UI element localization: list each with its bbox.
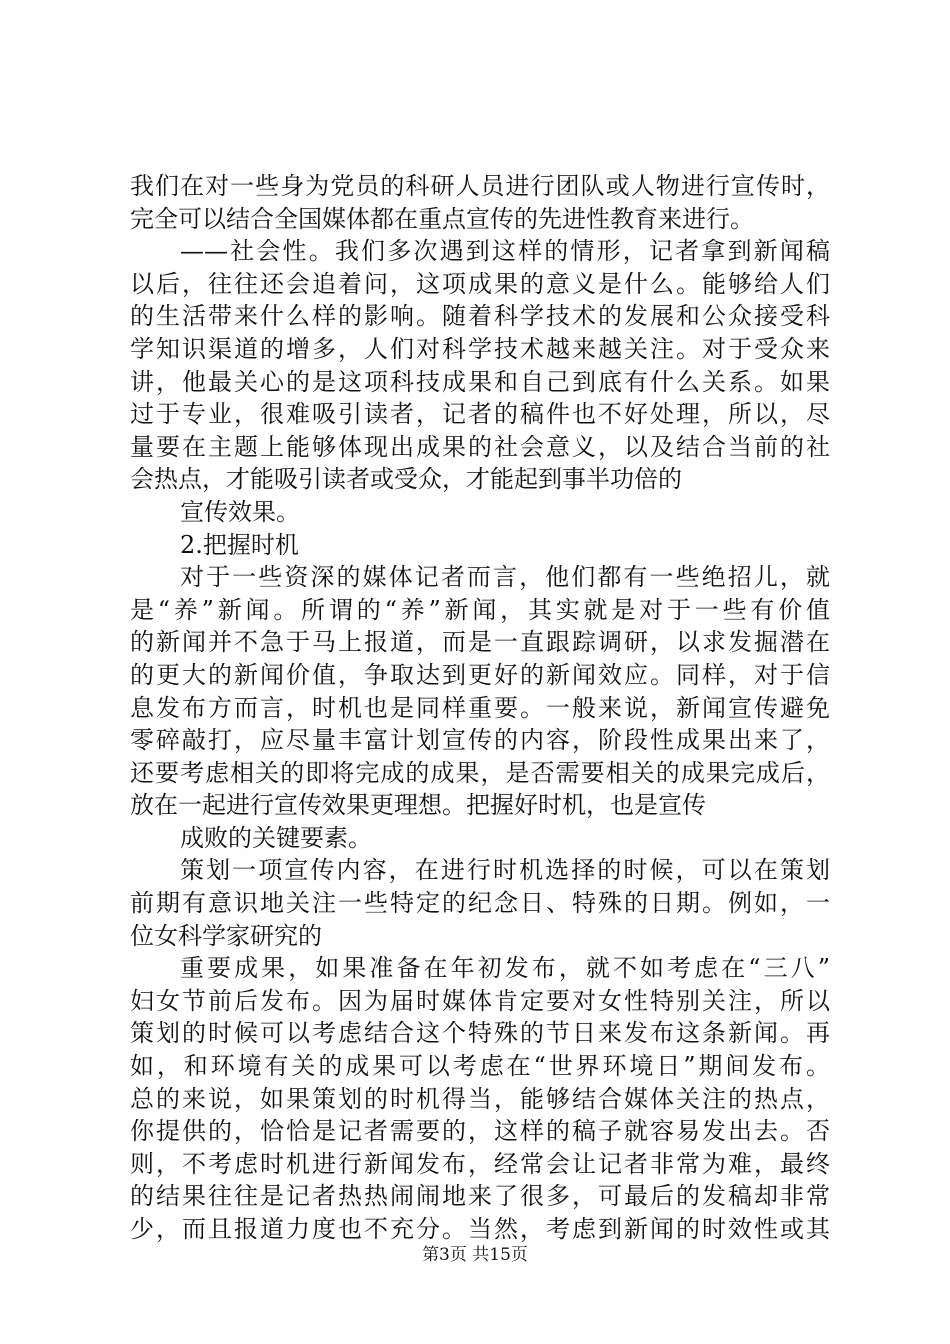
text-line: 少，而且报道力度也不充分。当然，考虑到新闻的时效性或其 [130,1215,830,1243]
text-line: 还要考虑相关的即将完成的成果，是否需要相关的成果完成后， [130,758,830,787]
text-line: 对于一些资深的媒体记者而言，他们都有一些绝招儿，就 [180,563,830,592]
text-line: 的生活带来什么样的影响。随着科学技术的发展和公众接受科 [130,302,830,331]
page-footer: 第3页 共15页 [422,1245,528,1265]
text-line: ——社会性。我们多次遇到这样的情形，记者拿到新闻稿 [180,237,830,266]
text-line: 你提供的，恰恰是记者需要的，这样的稿子就容易发出去。否 [130,1117,830,1146]
text-line: 放在一起进行宣传效果更理想。把握好时机，也是宣传 [130,791,706,820]
text-line: 位女科学家研究的 [130,921,322,950]
text-line: 总的来说，如果策划的时机得当，能够结合媒体关注的热点， [130,1084,830,1113]
text-line: 重要成果，如果准备在年初发布，就不如考虑在“三八” [180,954,830,983]
text-line: 息发布方而言，时机也是同样重要。一般来说，新闻宣传避免 [130,693,830,722]
text-line: 2.把握时机 [180,530,299,559]
text-line: 学知识渠道的增多，人们对科学技术越来越关注。对于受众来 [130,334,830,363]
text-line: 零碎敲打，应尽量丰富计划宣传的内容，阶段性成果出来了， [130,726,830,755]
text-line: 会热点，才能吸引读者或受众，才能起到事半功倍的 [130,465,682,494]
text-line: 的更大的新闻价值，争取达到更好的新闻效应。同样，对于信 [130,660,830,689]
text-line: 前期有意识地关注一些特定的纪念日、特殊的日期。例如，一 [130,889,830,918]
text-line: 量要在主题上能够体现出成果的社会意义，以及结合当前的社 [130,432,830,461]
text-line: 则，不考虑时机进行新闻发布，经常会让记者非常为难，最终 [130,1149,830,1178]
text-line: 的新闻并不急于马上报道，而是一直跟踪调研，以求发掘潜在 [130,628,830,657]
text-line: 完全可以结合全国媒体都在重点宣传的先进性教育来进行。 [130,204,754,233]
text-line: 如，和环境有关的成果可以考虑在“世界环境日”期间发布。 [130,1052,830,1081]
text-line: 的结果往往是记者热热闹闹地来了很多，可最后的发稿却非常 [130,1182,830,1211]
text-line: 成败的关键要素。 [180,823,372,852]
text-line: 是“养”新闻。所谓的“养”新闻，其实就是对于一些有价值 [130,595,830,624]
text-line: 策划的时候可以考虑结合这个特殊的节日来发布这条新闻。再 [130,1019,830,1048]
text-line: 过于专业，很难吸引读者，记者的稿件也不好处理，所以，尽 [130,400,830,429]
text-line: 妇女节前后发布。因为届时媒体肯定要对女性特别关注，所以 [130,986,830,1015]
text-line: 以后，往往还会追着问，这项成果的意义是什么。能够给人们 [130,269,830,298]
text-line: 策划一项宣传内容，在进行时机选择的时候，可以在策划 [180,856,830,885]
text-line: 我们在对一些身为党员的科研人员进行团队或人物进行宣传时， [130,172,830,200]
text-line: 讲，他最关心的是这项科技成果和自己到底有什么关系。如果 [130,367,830,396]
body-text [130,170,830,1246]
text-line: 宣传效果。 [180,497,300,526]
